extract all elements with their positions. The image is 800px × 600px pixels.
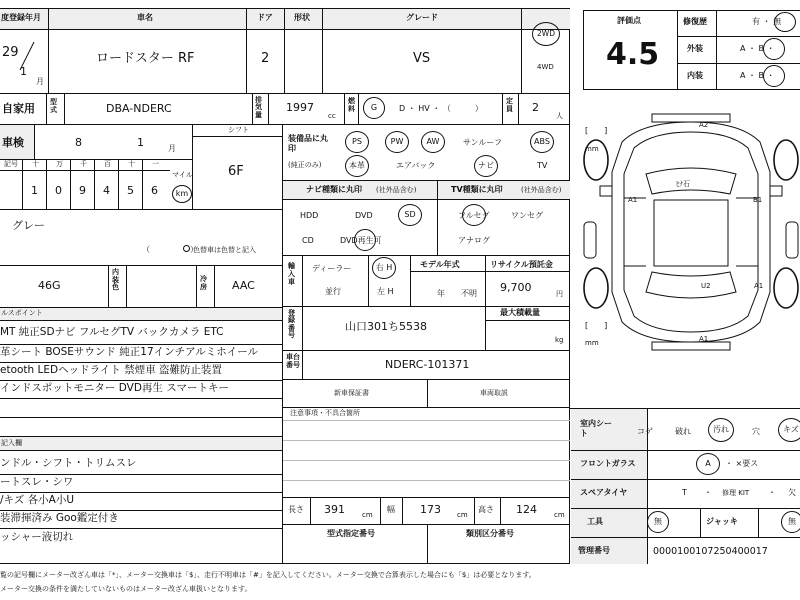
tools-label: 工具	[587, 517, 603, 526]
registration-label: 登録番号	[288, 309, 295, 340]
fuel-g-circle	[363, 97, 385, 119]
repair-label: 修復歴	[683, 17, 707, 26]
max-load-unit: kg	[555, 336, 564, 344]
width-value: 173	[420, 503, 441, 516]
recycle-label: リサイクル預託金	[490, 260, 553, 269]
model: DBA-NDERC	[106, 102, 172, 115]
navi-hdd: HDD	[300, 211, 319, 220]
diagram-mm-top: mm	[585, 145, 599, 153]
windshield-a-label: A	[705, 459, 711, 468]
equip-abs-label: ABS	[534, 137, 550, 146]
mgmt-number-value: 0000100107250400017	[653, 546, 768, 557]
diagram-mm-bottom: mm	[585, 339, 599, 347]
repair-value: 有 ・ 無	[752, 17, 782, 26]
grade: VS	[413, 51, 431, 66]
mileage-digit: 9	[79, 184, 86, 197]
equip-aw-label: AW	[426, 137, 440, 146]
header-label-strip	[0, 9, 570, 29]
digit-header: 百	[104, 160, 111, 168]
new-car-warranty: 新車保証書	[334, 389, 369, 397]
model-year-unit: 年	[437, 289, 445, 298]
sheet-stain-label: 汚れ	[713, 425, 729, 434]
diagram-bracket-top: [ ]	[585, 126, 608, 135]
equip-leather-label: 本革	[349, 161, 365, 170]
diagram-bracket-bottom: [ ]	[585, 321, 608, 330]
mileage-digit: 1	[31, 184, 38, 197]
jack-value-label: 無	[788, 517, 796, 526]
note-line: ンドル・シフト・トリムスレ	[0, 457, 137, 469]
equip-aw	[421, 131, 445, 153]
doors-label: ドア	[257, 13, 273, 22]
jack-value	[781, 511, 800, 533]
exterior-value: A ・ B ・	[740, 44, 775, 53]
symbol-label: 記号	[4, 160, 18, 168]
color-note: 色替車は色替と記入	[193, 246, 256, 254]
doors: 2	[261, 51, 270, 66]
repair-none-circle	[774, 12, 796, 32]
sheet-tear: 破れ	[675, 427, 691, 436]
length-label: 長さ	[288, 505, 304, 514]
shift-label: シフト	[228, 126, 249, 134]
navi-cd: CD	[302, 236, 314, 245]
equip-leather	[345, 155, 369, 177]
mgmt-number-label: 管理番号	[578, 546, 610, 555]
equip-sunroof: サンルーフ	[463, 138, 502, 147]
selling-point-line: 革シート BOSEサウンド 純正17インチアルミホイール	[0, 346, 258, 358]
equip-pw	[385, 131, 409, 153]
diagram-a1-left: A1	[628, 196, 638, 204]
equip-airbag: エアバック	[396, 161, 436, 170]
vehicle-manual: 車両取説	[480, 389, 508, 397]
interior-color-label: 内装色	[112, 268, 119, 292]
cc-unit: cc	[328, 112, 336, 120]
width-unit: cm	[457, 511, 468, 519]
digit-divider	[70, 159, 71, 209]
chassis-label: 車台番号	[286, 353, 300, 369]
digit-header: 十	[32, 160, 39, 168]
displacement: 1997	[286, 101, 314, 114]
evaluation-label: 評価点	[617, 16, 641, 25]
tv-type-sub: (社外品含む)	[521, 186, 562, 194]
usage: 自家用	[2, 102, 35, 115]
evaluation-score: 4.5	[606, 37, 660, 72]
navi-sd-label: SD	[404, 210, 416, 219]
car-name-label: 車名	[137, 13, 153, 22]
reg-month-unit: 月	[36, 77, 44, 86]
navi-dvd: DVD	[355, 211, 373, 220]
interior-label: 内装	[687, 71, 703, 80]
equip-tv: TV	[537, 161, 548, 170]
tv-analog: アナログ	[458, 236, 490, 245]
left-h: 左 H	[377, 287, 394, 296]
recycle-unit: 円	[556, 290, 563, 298]
capacity-label: 定員	[506, 97, 513, 113]
import-parallel: 並行	[325, 287, 341, 296]
length-unit: cm	[362, 511, 373, 519]
reg-year-label: 度登録年月	[1, 13, 41, 22]
selling-points-label: ルスポイント	[1, 309, 43, 317]
grade-label: グレード	[406, 13, 438, 22]
notes-label: 記入欄	[1, 439, 22, 447]
exterior-label: 外装	[687, 44, 703, 53]
diagram-a1-right: A1	[754, 282, 764, 290]
fuel-others: D ・ HV ・ （ ）	[399, 104, 483, 113]
color-value: グレー	[12, 219, 45, 232]
width-label: 幅	[387, 505, 395, 514]
diagram-note: ﾋﾅ石	[676, 180, 690, 188]
interior-value: A ・ B ・	[740, 71, 775, 80]
right-h: 右 H	[375, 263, 393, 272]
car-damage-diagram	[582, 112, 800, 352]
type-spec-label: 型式指定番号	[327, 529, 375, 538]
mileage-digit: 4	[103, 184, 110, 197]
right-h-circle	[372, 257, 396, 279]
interior-sheet-label: 室内シート	[580, 419, 612, 439]
model-year-unknown: 不明	[461, 289, 477, 298]
drive-4wd: 4WD	[537, 63, 554, 71]
equip-pw-label: PW	[390, 137, 404, 146]
exterior-b-circle	[763, 38, 785, 60]
note-line: 装滞揮済み Goo鑑定付き	[0, 512, 119, 524]
import-label: 輸入車	[288, 262, 295, 287]
windshield-a	[696, 453, 720, 475]
windshield-rest: ・ ×要ス	[725, 459, 759, 468]
km-circle	[172, 185, 192, 203]
sheet-scratch-label: キズ	[783, 425, 799, 434]
capacity-unit: 人	[556, 112, 563, 120]
drive-2wd-circle	[532, 22, 560, 46]
equip-abs	[530, 131, 554, 153]
note-line: ートスレ・シワ	[0, 476, 74, 488]
diagram-b1: B1	[753, 196, 763, 204]
digit-header: 千	[80, 160, 87, 168]
tv-type-label: TV種類に丸印	[451, 185, 503, 194]
mileage-digit: 5	[127, 184, 134, 197]
sheet-stain	[708, 418, 734, 442]
footer-line-2: メーター交換の条件を満たしていないものはメーター改ざん車扱いとなります。	[0, 585, 252, 593]
navi-type-label: ナビ種類に丸印	[306, 185, 362, 194]
caution-label: 注意事項・不具合箇所	[290, 409, 360, 417]
diagram-a2: A2	[699, 121, 709, 129]
height-value: 124	[516, 503, 537, 516]
inspection-month-unit: 月	[168, 144, 176, 153]
tools-value-label: 無	[654, 517, 662, 526]
inspection-label: 車検	[2, 136, 24, 149]
spare-none: 欠	[788, 488, 796, 497]
digit-divider	[22, 159, 23, 209]
windshield-label: フロントガラス	[580, 459, 636, 468]
car-name: ロードスター RF	[96, 51, 195, 66]
body-label: 形状	[294, 13, 310, 22]
max-load-label: 最大積載量	[500, 308, 540, 317]
drive-2wd: 2WD	[537, 29, 555, 39]
interior-b-circle	[763, 65, 785, 87]
sheet-scratch	[778, 418, 800, 442]
inspection-year: 8	[75, 136, 82, 149]
digit-divider	[118, 159, 119, 209]
diagram-a1-bottom: A1	[699, 335, 709, 343]
spare-tire-label: スペアタイヤ	[580, 488, 628, 497]
reg-year: 29	[2, 45, 19, 60]
recycle-value: 9,700	[500, 281, 532, 294]
note-line: /キズ 各小A小U	[0, 494, 75, 506]
sheet-hole: 穴	[752, 427, 760, 436]
spare-dot1: ・	[704, 488, 712, 497]
equipment-sub: (純正のみ)	[288, 161, 322, 169]
mileage-digit: 0	[55, 184, 62, 197]
fuel-g: G	[370, 103, 378, 112]
shift: 6F	[228, 164, 244, 179]
chassis-value: NDERC-101371	[385, 358, 470, 371]
displacement-label: 排気量	[255, 96, 262, 119]
tv-oneseg: ワンセグ	[511, 211, 543, 220]
tools-value	[647, 511, 669, 533]
diagram-u2: U2	[701, 282, 711, 290]
equip-navi-label: ナビ	[478, 161, 494, 170]
digit-header: 十	[128, 160, 135, 168]
color-paren: （ ）	[142, 245, 198, 254]
spare-kit: 修理 KIT	[722, 489, 750, 497]
footer-line-1: 覧の記号欄にメーター改ざん車は「*」、メーター交換車は「$」、走行不明車は「#」を記入してください。メーター交換で合算表示した場合にも「$」は必要となります。	[0, 571, 536, 579]
category-label: 類別区分番号	[466, 529, 514, 538]
selling-point-line: MT 純正SDナビ フルセグTV バックカメラ ETC	[0, 326, 224, 338]
navi-type-sub: (社外品含む)	[376, 186, 417, 194]
color-code: 46G	[38, 279, 61, 292]
notes-header-bg	[0, 437, 282, 450]
equip-ps-label: PS	[352, 137, 362, 146]
height-label: 高さ	[478, 505, 494, 514]
navi-dvd-play: DVD再生可	[340, 236, 382, 245]
jack-label: ジャッキ	[706, 517, 738, 526]
equip-ps	[345, 131, 369, 153]
mile-label: マイル	[172, 171, 193, 179]
length-value: 391	[324, 503, 345, 516]
import-dealer: ディーラー	[312, 264, 352, 273]
navi-sd	[398, 204, 422, 226]
capacity: 2	[532, 101, 539, 114]
inspection-month: 1	[137, 136, 144, 149]
height-unit: cm	[554, 511, 565, 519]
model-year-label: モデル年式	[420, 260, 460, 269]
digit-header: 万	[56, 160, 63, 168]
note-line: ッシャー液切れ	[0, 531, 74, 543]
color-note-dot	[183, 245, 190, 252]
fuel-label: 燃料	[348, 97, 355, 113]
spare-dot2: ・	[768, 488, 776, 497]
model-label: 型式	[50, 98, 57, 114]
selling-point-line: etooth LEDヘッドライト 禁煙車 盗難防止装置	[0, 364, 222, 376]
ac-label: 冷房	[200, 275, 207, 291]
reg-month: 1	[20, 65, 27, 78]
selling-point-line: インドスポットモニター DVD再生 スマートキー	[0, 382, 230, 394]
spare-t: T	[682, 488, 687, 497]
km-label: km	[175, 189, 189, 198]
ac-value: AAC	[232, 279, 255, 292]
tv-fullseg: フルセグ	[458, 211, 490, 220]
digit-divider	[142, 159, 143, 209]
equipment-label: 装備品に丸印	[288, 134, 328, 153]
digit-divider	[94, 159, 95, 209]
equip-navi	[474, 155, 498, 177]
digit-header: 一	[152, 160, 159, 168]
digit-divider	[46, 159, 47, 209]
sheet-burn: コゲ	[637, 427, 653, 436]
registration-value: 山口301ち5538	[345, 320, 427, 333]
mileage-digit: 6	[151, 184, 158, 197]
